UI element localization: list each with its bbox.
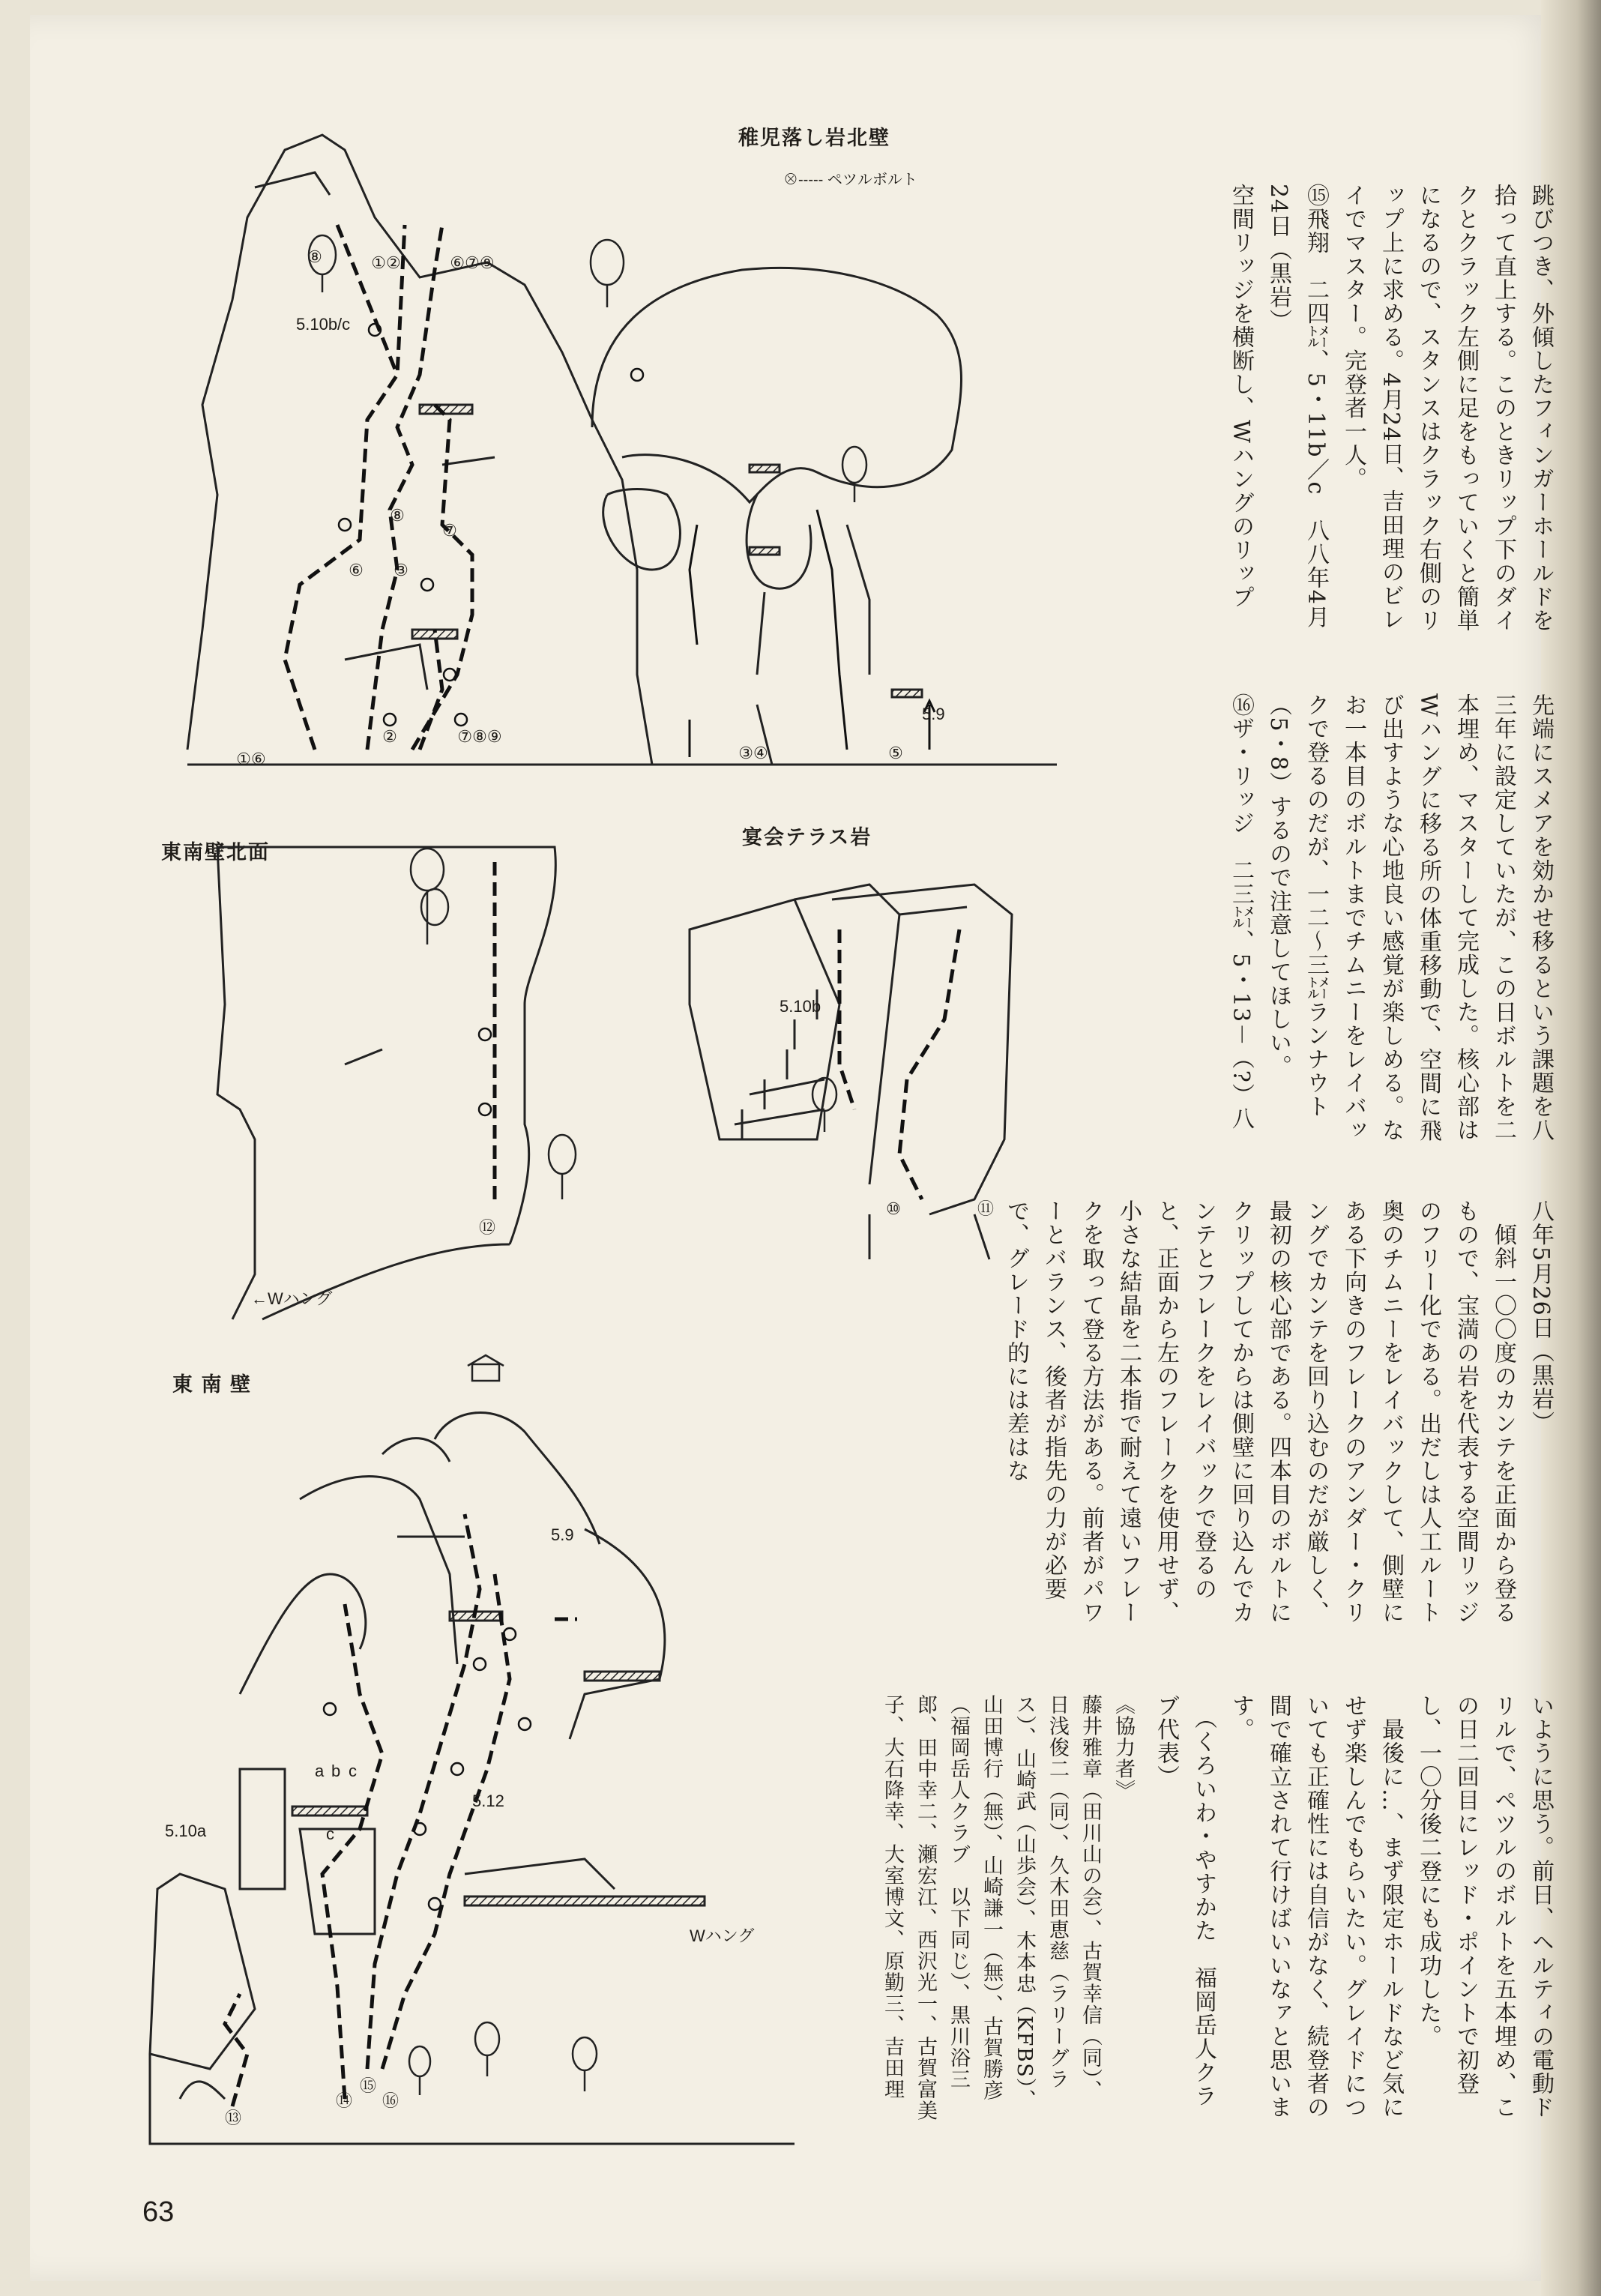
route-label-13: ⑬	[225, 2109, 242, 2127]
letter-c: c	[349, 1762, 357, 1780]
se-wall-title: 東 南 壁	[172, 1373, 253, 1396]
text-column-5: 《協力者》 藤井雅章（田川山の会）、古賀幸信（同）、日浅俊二（同）、久木田恵慈（ラリーグラス）、山崎武（山歩会）、木本忠（KFBS）、山田博行（無）、山崎謙一（無）、古賀勝彦（福岡岳人クラブ 以下同じ）、黒川浴三郎、田中幸二、瀬宏江、西沢光一、古賀富美子、大石降幸、大室博文、原勤三、吉田理	[881, 1694, 1135, 2121]
page-number: 63	[142, 2196, 175, 2228]
route-label-15: ⑮	[360, 2076, 377, 2095]
banquet-terrace-title: 宴会テラス岩	[742, 826, 872, 849]
grade-label-5-10bc: 5.10b/c	[296, 315, 351, 334]
letter-b: b	[331, 1762, 341, 1780]
route-label-top-0: ⑧	[307, 247, 322, 266]
text-column-3: 八年5月26日（黒岩） 傾斜一〇〇度のカンテを正面から登るもので、宝満の岩を代表する空間リッジのフリー化である。出だしは人工ルート奥のチムニーをレイバックして、側壁にある下向きのフレークのアンダー・クリングでカンテを回り込むのだが厳しく、最初の核心部である。四本目のボルトにクリップしてからは側壁に回り込んでカンテとフレークをレイバックで登るのと、正面から左のフレークを使用せず、小さな結晶を二本指で耐えて遠いフレークを取って登る方法がある。前者がパワーとバランス、後者が指先の力が必要で、グレード的には差はな	[1003, 1199, 1554, 1624]
letter-a: a	[315, 1762, 325, 1780]
grade-label-5-10b: 5.10b	[780, 997, 821, 1016]
grade-label-se-5-10a: 5.10a	[165, 1822, 207, 1840]
grade-label-se-5-9: 5.9	[551, 1525, 574, 1544]
w-hang-note-2: Wハング	[690, 1926, 755, 1945]
se-wall-topo	[135, 1349, 795, 2174]
route-label-bottom-2: ⑦⑧⑨	[457, 727, 502, 746]
route-label-bottom-4: ⑤	[888, 744, 903, 762]
grade-label-se-5-12: 5.12	[472, 1792, 504, 1810]
se-wall-north-title: 東南壁北面	[161, 841, 270, 864]
route-label-16: ⑯	[382, 2091, 400, 2110]
route-label-mid-2: ⑥	[349, 561, 364, 579]
route-label-11: ⑪	[977, 1199, 995, 1218]
w-hang-note-1: ←Wハング	[251, 1289, 333, 1308]
route-label-10: ⑩	[886, 1199, 901, 1218]
route-label-mid-0: ⑧	[390, 506, 405, 525]
letter-c2: c	[326, 1825, 334, 1843]
route-label-top-2: ⑥⑦⑨	[450, 253, 495, 272]
bolt-legend: ⊗----- ペツルボルト	[783, 172, 917, 188]
route-label-12: ⑫	[478, 1218, 496, 1237]
route-label-mid-1: ⑦	[442, 521, 457, 540]
north-wall-title: 稚児落し岩北壁	[738, 127, 890, 149]
text-column-2: 先端にスメアを効かせ移るという課題を八三年に設定していたが、この日ボルトを二本埋め、マスターして完成した。核心部はWハングに移る所の体重移動で、空間に飛び出すような心地良い感覚が楽しめる。なお一本目のボルトまでチムニーをレイバックで登るのだが、一二～三㍍ランナウト（5・8）するので注意してほしい。 ⑯ザ・リッジ 二三㍍、5・13－（?）八	[1228, 693, 1554, 1143]
route-label-14: ⑭	[336, 2091, 353, 2110]
route-label-bottom-0: ①⑥	[236, 750, 266, 768]
north-wall-topo	[172, 105, 1072, 780]
route-label-top-1: ①②	[371, 253, 401, 272]
route-label-bottom-3: ③④	[738, 744, 768, 762]
text-column-1: 跳びつき、外傾したフィンガーホールドを拾って直上する。このときリップ下のダイクとクラック左側に足をもっていくと簡単になるので、スタンスはクラック右側のリップ上に求める。4月24日、吉田理のビレイでマスター。完登者一人。 ⑮飛翔 二四㍍、5・11b／c 八八年4月24日（黒岩） 空間リッジを横断し、Wハングのリップ	[1228, 184, 1554, 633]
route-label-bottom-1: ②	[382, 727, 397, 746]
text-column-4: いように思う。前日、ヘルティの電動ドリルで、ペツルのボルトを五本埋め、この日二回目にレッド・ポイントで初登し、一〇分後二登にも成功した。 最後に…、まず限定ホールドなど気にせず楽しんでもらいたい。グレイドについても正確性には自信がなく、続登者の間で確立されて行けばいいなァと思います。 （くろいわ・やすかた 福岡岳人クラブ代表）	[1153, 1694, 1554, 2119]
grade-label-5-9: 5.9	[922, 705, 945, 723]
route-label-mid-3: ③	[394, 561, 408, 579]
se-wall-north-topo	[210, 825, 600, 1319]
